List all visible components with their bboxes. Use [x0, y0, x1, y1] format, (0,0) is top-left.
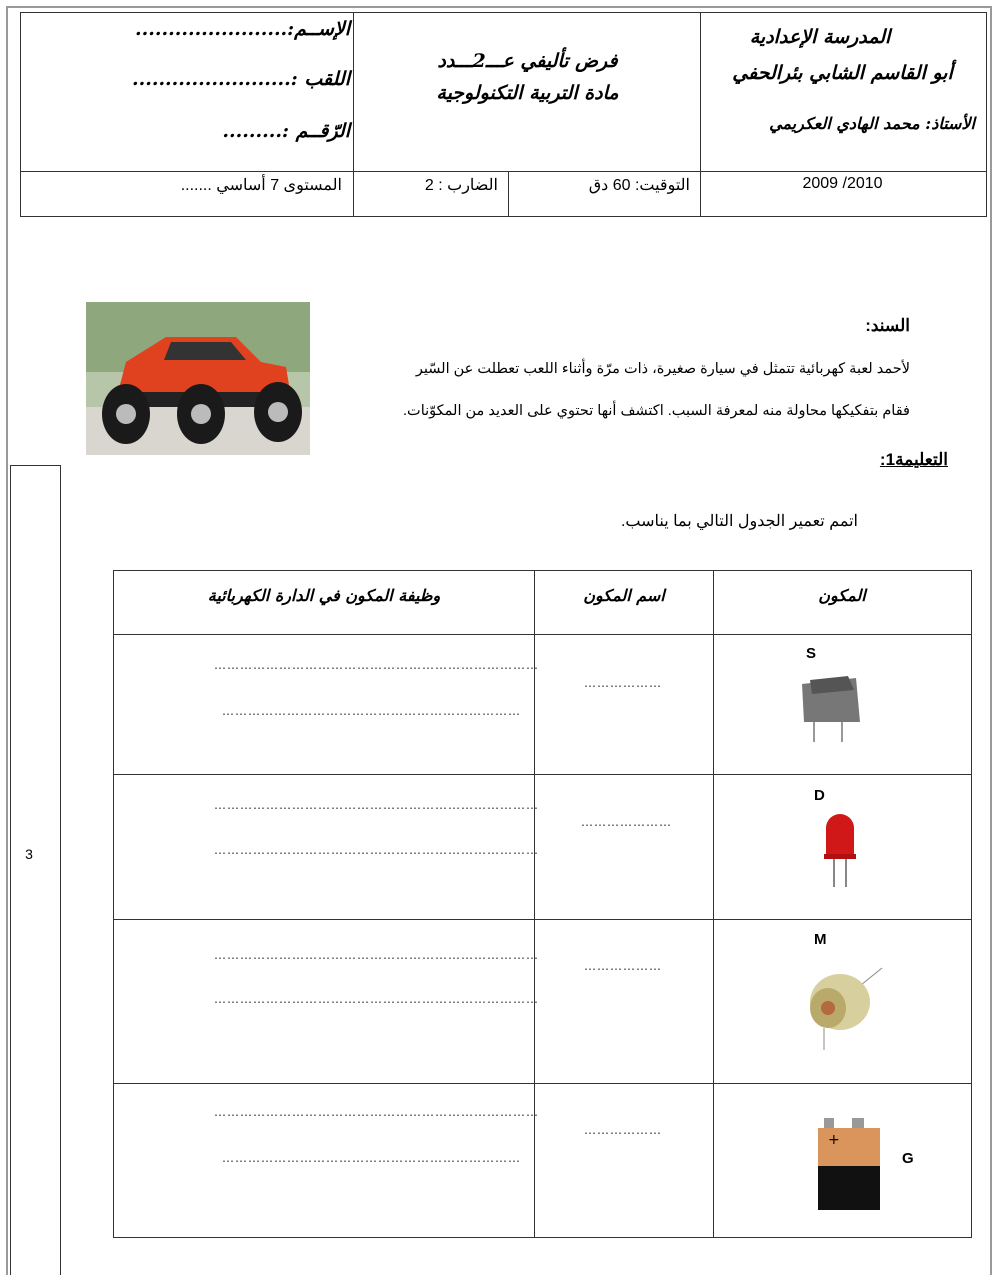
header-component-name: اسم المكون — [583, 586, 665, 605]
motor-image — [800, 962, 884, 1056]
function-blank[interactable]: ………………………………………………………………… — [214, 992, 539, 1006]
led-image — [822, 812, 858, 892]
function-blank[interactable]: ………………………………………………………………… — [214, 658, 539, 672]
school-year: 2009 /2010 — [802, 175, 883, 192]
name-field[interactable]: الإســم:....................... — [135, 18, 350, 40]
function-blank[interactable]: ………………………………………………………………… — [214, 843, 539, 857]
component-name-blank[interactable]: ……………… — [584, 1123, 662, 1137]
context-line-2: فقام بتفكيكها محاولة منه لمعرفة السبب. اكتشف أنها تحتوي على العديد من المكوّنات. — [403, 403, 910, 419]
component-name-blank[interactable]: ……………… — [584, 959, 662, 973]
switch-image — [798, 672, 864, 748]
toy-car-image — [86, 302, 310, 455]
coefficient: الضارب : 2 — [424, 177, 498, 194]
header-component-function: وظيفة المكون في الدارة الكهربائية — [207, 586, 441, 605]
component-name-blank[interactable]: ……………… — [584, 676, 662, 690]
context-line-1: لأحمد لعبة كهربائية تتمثل في سيارة صغيرة، ذات مرّة وأثناء اللعب تعطلت عن السّير — [415, 361, 910, 377]
function-blank[interactable]: …………………………………………………………… — [222, 1151, 521, 1165]
teacher-name: الأستاذ: محمد الهادي العكريمي — [769, 114, 975, 133]
header-component: المكون — [818, 586, 866, 605]
school-location: أبو القاسم الشابي بئرالحفي — [732, 62, 953, 84]
instruction-text: اتمم تعمير الجدول التالي بما يناسب. — [620, 513, 858, 530]
component-name-blank[interactable]: ………………… — [581, 815, 672, 829]
battery-image — [816, 1118, 882, 1216]
surname-field[interactable]: اللقب :........................ — [131, 68, 350, 90]
function-blank[interactable]: …………………………………………………………… — [222, 704, 521, 718]
subject-title: مادة التربية التكنولوجية — [436, 82, 619, 104]
context-heading: السند: — [865, 316, 910, 335]
symbol-d: D — [814, 787, 825, 804]
instruction-heading: التعليمة1: — [879, 450, 948, 469]
symbol-m: M — [814, 931, 827, 948]
svg-text:+: + — [828, 1132, 840, 1148]
function-blank[interactable]: ………………………………………………………………… — [214, 798, 539, 812]
symbol-g: G — [902, 1150, 914, 1167]
duration: التوقيت: 60 دق — [588, 177, 690, 194]
school-name: المدرسة الإعدادية — [749, 26, 891, 48]
symbol-s: S — [806, 645, 817, 662]
exam-title: فرض تأليفي عـــ2ـــدد — [437, 50, 618, 72]
function-blank[interactable]: ………………………………………………………………… — [214, 948, 539, 962]
score-box — [10, 465, 61, 1275]
number-field[interactable]: الرّقــم :......... — [222, 120, 350, 142]
score-value: 3 — [25, 846, 33, 862]
level: المستوى 7 أساسي ....... — [180, 177, 342, 194]
function-blank[interactable]: ………………………………………………………………… — [214, 1105, 539, 1119]
